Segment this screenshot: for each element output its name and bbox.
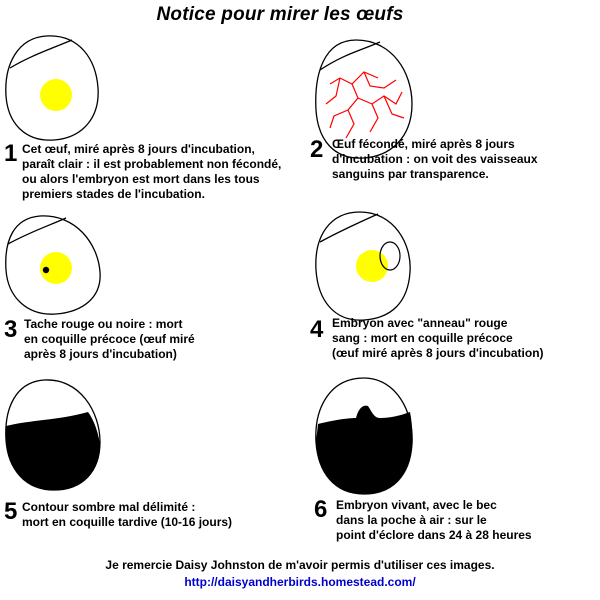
egg-3-early-death-spot xyxy=(6,216,100,314)
item-6-number: 6 xyxy=(314,496,328,523)
item-2-caption: Œuf fécondé, miré après 8 jours d'incubation : on voit des vaisseaux sanguins par transparence. xyxy=(332,137,538,181)
item-5-caption: Contour sombre mal délimité : mort en coquille tardive (10-16 jours) xyxy=(22,500,233,529)
item-3-caption: Tache rouge ou noire : mort en coquille précoce (œuf miré après 8 jours d'incubation) xyxy=(24,317,195,361)
egg-1-clear xyxy=(6,36,98,140)
egg-5-late-death xyxy=(6,380,100,490)
item-4-caption: Embryon avec "anneau" rouge sang : mort en coquille précoce (œuf miré après 8 jours d'incubation) xyxy=(332,316,544,360)
item-2-number: 2 xyxy=(310,136,324,163)
egg-3-dark-spot xyxy=(43,267,49,273)
item-1-caption: Cet œuf, miré après 8 jours d'incubation, paraît clair : il est probablement non fécondé, ou alors l'embryon est mort dans les tous premiers stades de l'incubation. xyxy=(22,142,282,201)
footer-link[interactable]: http://daisyandherbirds.homestead.com/ xyxy=(184,575,416,589)
egg-6-alive xyxy=(316,378,413,494)
item-5-number: 5 xyxy=(4,498,18,525)
footer-thanks: Je remercie Daisy Johnston de m'avoir permis d'utiliser ces images. xyxy=(105,558,495,572)
page-title: Notice pour mirer les œufs xyxy=(156,4,404,25)
egg-1-yolk xyxy=(40,79,72,111)
item-6-caption: Embryon vivant, avec le bec dans la poche à air : sur le point d'éclore dans 24 à 28 heures xyxy=(336,498,532,542)
item-3-number: 3 xyxy=(4,316,18,343)
item-1-number: 1 xyxy=(4,140,18,167)
item-4-number: 4 xyxy=(310,316,324,343)
egg-5-dark-mass xyxy=(6,412,100,490)
egg-4-blood-ring xyxy=(316,212,410,320)
